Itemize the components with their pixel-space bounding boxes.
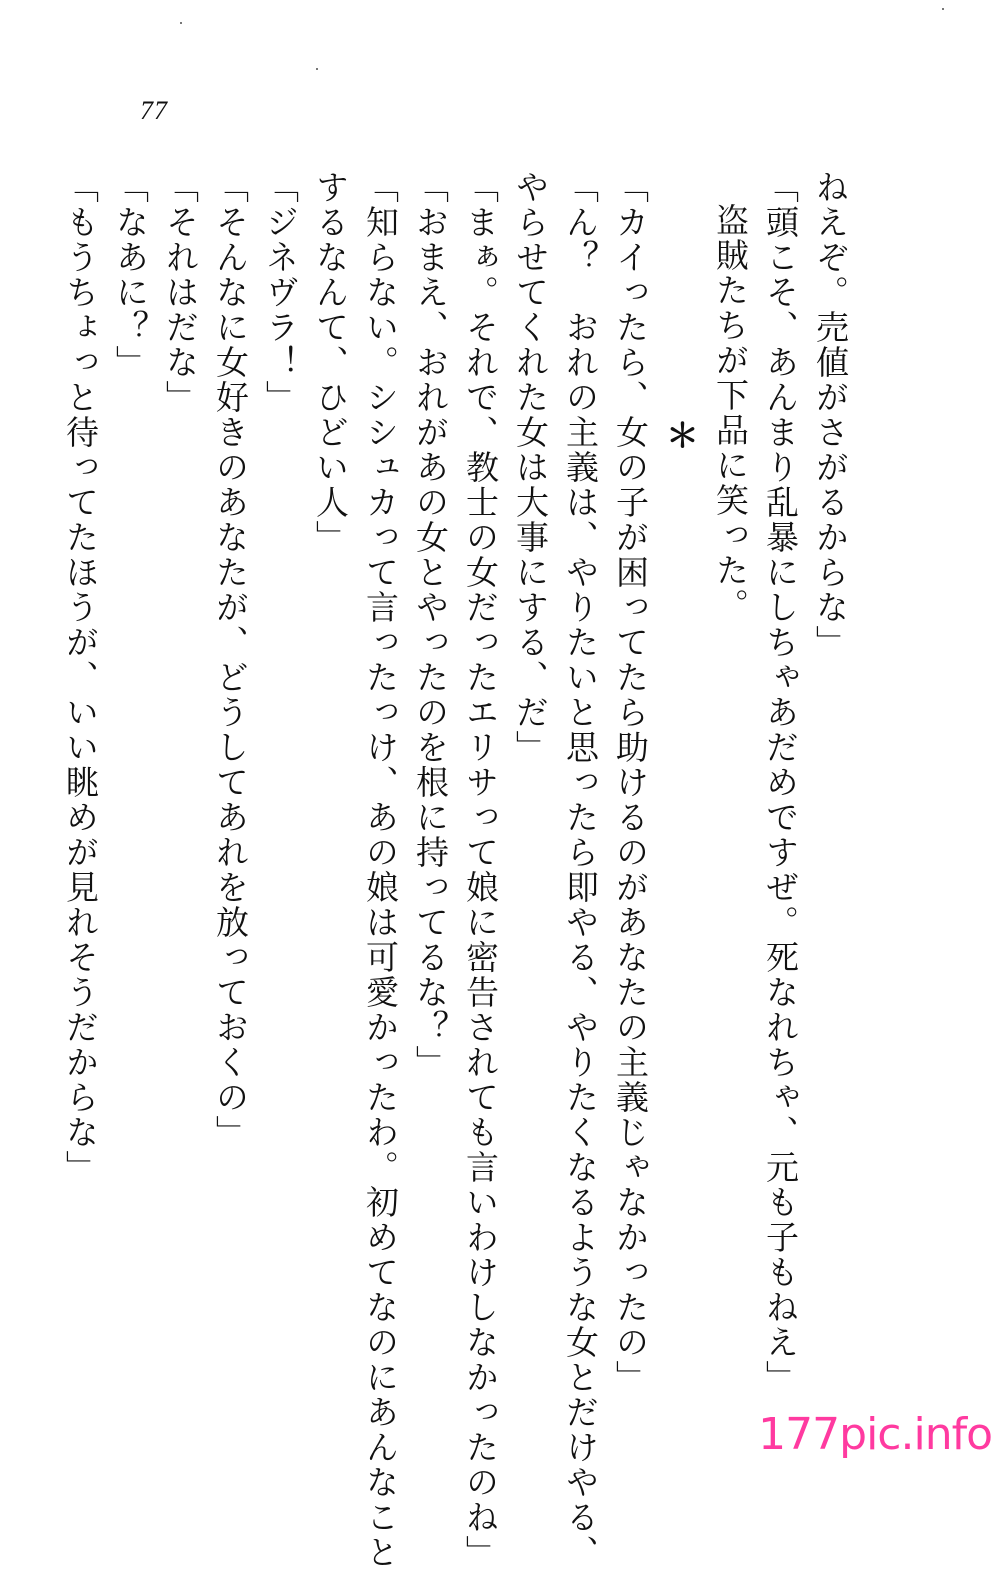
text-line: 「ジネヴラ！」 [261, 170, 300, 415]
text-line: 「なあに？」 [111, 170, 150, 380]
page-number: 77 [140, 96, 168, 125]
text-line: 「それはだな」 [161, 170, 200, 415]
text-line: 「そんなに女好きのあなたが、どうしてあれを放っておくの」 [211, 170, 250, 1150]
text-line: 「カイったら、女の子が困ってたら助けるのがあなたの主義じゃなかったの」 [611, 170, 650, 1395]
novel-body-text [61, 170, 855, 1570]
text-line: するなんて、ひどい人」 [311, 170, 350, 555]
text-line: 「知らない。シシュカって言ったっけ、あの娘は可愛かったわ。初めてなのにあんなこと [361, 170, 400, 1570]
text-line: やらせてくれた女は大事にする、だ」 [511, 170, 550, 765]
text-line: 盗賊たちが下品に笑った。 [711, 203, 750, 623]
text-line: 「頭こそ、あんまり乱暴にしちゃあだめですぜ。死なれちゃ、元も子もねえ」 [761, 170, 800, 1395]
site-watermark: 177pic.info [758, 1409, 992, 1460]
scan-speck [942, 8, 944, 10]
scan-speck [316, 68, 318, 70]
text-line: 「ん？ おれの主義は、やりたいと思ったら即やる、やりたくなるような女とだけやる、 [561, 170, 600, 1570]
text-line: ねえぞ。売値がさがるからな」 [811, 170, 850, 660]
scan-speck [180, 22, 182, 24]
text-line: 「おまえ、おれがあの女とやったのを根に持ってるな？」 [411, 170, 450, 1080]
text-line: 「まぁ。それで、教士の女だったエリサって娘に密告されても言いわけしなかったのね」 [461, 170, 500, 1570]
text-line: 「もうちょっと待ってたほうが、いい眺めが見れそうだからな」 [61, 170, 100, 1185]
section-break-asterisk: ＊ [661, 417, 700, 453]
